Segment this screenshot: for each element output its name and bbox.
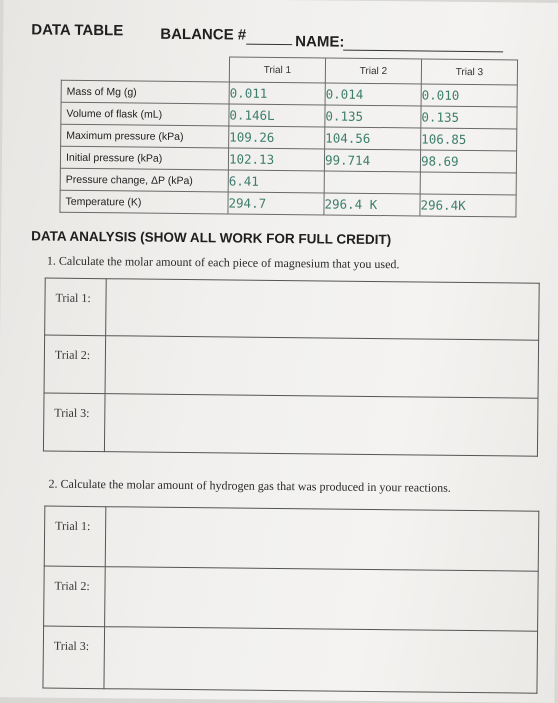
analysis-title: DATA ANALYSIS (SHOW ALL WORK FOR FULL CREDIT) <box>31 228 392 248</box>
question-1: 1. Calculate the molar amount of each piece of magnesium that you used. <box>46 253 400 272</box>
row-label: Maximum pressure (kPa) <box>61 124 229 148</box>
trial-label: Trial 1: <box>44 506 106 567</box>
table-cell: 296.4K <box>420 194 516 217</box>
table-cell: 0.011 <box>229 82 325 105</box>
table-cell <box>420 172 516 195</box>
data-table-heading: DATA TABLE <box>31 21 124 40</box>
trial-label: Trial 2: <box>44 335 106 394</box>
row-label: Volume of flask (mL) <box>61 102 229 126</box>
table-cell: 99.714 <box>324 149 420 172</box>
trial-label: Trial 1: <box>45 278 107 336</box>
table-cell: 0.135 <box>421 106 517 129</box>
answer-area[interactable] <box>104 394 538 457</box>
table-cell: 109.26 <box>229 126 325 149</box>
answer-row <box>43 393 538 456</box>
row-label: Temperature (K) <box>60 190 228 214</box>
answer-area[interactable] <box>105 567 539 632</box>
answer-area[interactable] <box>104 627 538 694</box>
column-header-trial-3: Trial 3 <box>421 59 517 85</box>
trial-label: Trial 3: <box>43 393 105 452</box>
table-cell: 294.7 <box>228 192 324 215</box>
name-label: NAME: <box>295 33 345 51</box>
column-header-trial-1: Trial 1 <box>229 57 325 83</box>
row-label: Initial pressure (kPa) <box>60 146 228 170</box>
question-1-answer-box <box>43 278 540 457</box>
table-cell: 0.146L <box>229 104 325 127</box>
data-table <box>59 55 518 218</box>
answer-row <box>43 626 538 693</box>
question-2-answer-box <box>42 506 539 694</box>
table-cell: 296.4 K <box>324 193 420 216</box>
answer-row <box>44 335 539 398</box>
answer-area[interactable] <box>105 336 539 399</box>
header-blank-cell <box>61 55 229 82</box>
table-cell: 104.56 <box>325 127 421 150</box>
balance-label: BALANCE # <box>160 25 247 44</box>
table-cell: 0.010 <box>421 84 517 107</box>
table-cell <box>324 171 420 194</box>
answer-area[interactable] <box>106 279 540 341</box>
name-blank-line <box>343 50 503 53</box>
answer-row <box>45 278 540 340</box>
table-cell: 102.13 <box>228 148 324 171</box>
table-cell: 0.135 <box>325 105 421 128</box>
row-label: Pressure change, ΔP (kPa) <box>60 168 228 192</box>
answer-row <box>44 506 539 571</box>
table-cell: 6.41 <box>228 170 324 193</box>
table-cell: 98.69 <box>420 150 516 173</box>
trial-label: Trial 3: <box>43 626 105 689</box>
table-cell: 106.85 <box>421 128 517 151</box>
answer-row <box>44 566 539 631</box>
table-row <box>60 190 516 217</box>
question-2: 2. Calculate the molar amount of hydrogen gas that was produced in your reactions. <box>48 476 451 495</box>
balance-blank-line <box>246 44 292 45</box>
row-label: Mass of Mg (g) <box>61 80 229 104</box>
table-cell: 0.014 <box>325 83 421 106</box>
answer-area[interactable] <box>105 507 539 572</box>
trial-label: Trial 2: <box>44 566 106 627</box>
column-header-trial-2: Trial 2 <box>325 58 421 84</box>
